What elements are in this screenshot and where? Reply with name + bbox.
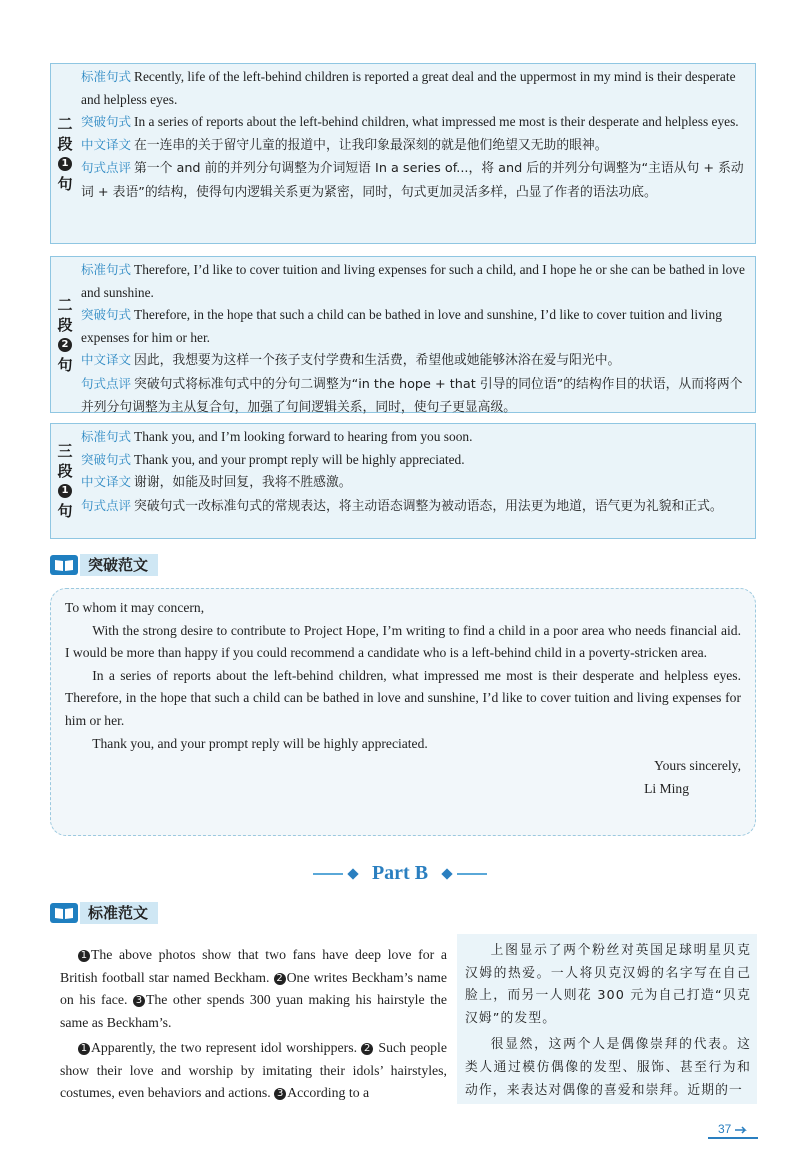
improved-sentence: 突破句式 In a series of reports about the left-behind children, what impressed me most is their desperate and helpless eyes. [81,114,739,129]
standard-sentence: 标准句式 Recently, life of the left-behind children is reported a great deal and the uppermost in my mind is their desperate and helpless eyes. [81,69,736,107]
diamond-icon [441,869,452,880]
essay-closing: Yours sincerely, [654,758,741,774]
essay-paragraph-1: With the strong desire to contribute to Project Hope, I’m writing to find a child in a poor area who needs financial aid. I would be more than happy if you could recommend a candidate who is a left-behind child in a poverty-stricken area. [65,622,741,661]
english-paragraph-2: 1 Apparently, the two represent idol worshippers. 2 Such people show their love and worship by imitating their idols’ hairstyles, costumes, even behaviors and actions. 3 According to a [60,1039,447,1101]
page-arrow-icon [735,1126,749,1134]
section-heading-model-essay [50,554,158,576]
model-essay [50,588,756,836]
sentence-box-3 [50,423,756,539]
english-paragraph-1: 1 The above photos show that two fans have deep love for a British football star named Beckham. 2 One writes Beckham’s name on his face. 3 The other spends 300 yuan making his hairstyle the same as Beckham’s. [60,947,447,1031]
part-b-title: Part B [371,862,429,884]
part-b-heading [0,862,800,885]
chinese-essay [457,934,757,1104]
section-title: 突破范文 [80,554,158,576]
standard-sentence: 标准句式 Thank you, and I’m looking forward to hearing from you soon. [81,429,473,444]
improved-sentence: 突破句式 Thank you, and your prompt reply will be highly appreciated. [81,451,465,467]
sentence-comment: 句式点评 突破句式一改标准句式的常规表达，将主动语态调整为被动语态，用法更为地道，语气更为礼貌和正式。 [81,497,723,514]
section-heading-standard-essay [50,902,158,924]
chinese-paragraph-1: 上图显示了两个粉丝对英国足球明星贝克汉姆的热爱。一人将贝克汉姆的名字写在自己脸上，而另一人则花 300 元为自己打造“贝克汉姆”的发型。 [465,943,751,1026]
sentence-box-1 [50,63,756,244]
standard-sentence: 标准句式 Therefore, I’d like to cover tuition and living expenses for such a child, and I hope he or she can be bathed in love and sunshine. [81,262,745,300]
chinese-paragraph-2: 很显然，这两个人是偶像崇拜的代表。这类人通过模仿偶像的发型、服饰、甚至行为和动作，来表达对偶像的喜爱和崇拜。近期的一 [465,1037,751,1098]
chinese-translation: 中文译文 在一连串的关于留守儿童的报道中，让我印象最深刻的就是他们绝望又无助的眼神。 [81,136,608,153]
section-title: 标准范文 [80,902,158,924]
diamond-icon [347,869,358,880]
english-essay [60,944,447,1107]
page-underline [708,1137,758,1139]
essay-paragraph-3: Thank you, and your prompt reply will be highly appreciated. [92,735,428,751]
improved-sentence: 突破句式 Therefore, in the hope that such a child can be bathed in love and sunshine, I’d like to cover tuition and living expenses for him or her. [81,307,722,345]
box2-side-label: 二 段 2 句 [57,295,73,374]
sentence-comment: 句式点评 第一个 and 前的并列分句调整为介词短语 In a series of...，将 and 后的并列分句调整为“主语从句 + 系动词 + 表语”的结构，使得句内逻辑关系更为紧密，同时，句式更加灵活多样，凸显了作者的语法功底。 [81,160,744,200]
divider [313,873,343,875]
box1-side-label: 二 段 1 句 [57,114,73,193]
chinese-translation: 中文译文 因此，我想要为这样一个孩子支付学费和生活费，希望他或她能够沐浴在爱与阳光中。 [81,352,621,368]
essay-signature: Li Ming [644,780,689,796]
sentence-box-2 [50,256,756,413]
essay-salutation: To whom it may concern, [65,600,205,615]
essay-paragraph-2: In a series of reports about the left-behind children, what impressed me most is their desperate and helpless eyes. Therefore, in the hope that such a child can be bathed in love and sunshine, I’d like to cover tuition and living expenses for him or her. [65,667,741,728]
book-icon [50,903,78,923]
box3-side-label: 三 段 1 句 [57,442,73,520]
book-icon [50,555,78,575]
chinese-translation: 中文译文 谢谢，如能及时回复，我将不胜感激。 [81,474,352,490]
divider [457,873,487,875]
page-number: 37 [718,1122,749,1136]
sentence-comment: 句式点评 突破句式将标准句式中的分句二调整为“in the hope + that 引导的同位语”的结构作目的状语，从而将两个并列分句调整为主从复合句，加强了句间逻辑关系，同时，使句子更显高级。 [81,375,743,415]
